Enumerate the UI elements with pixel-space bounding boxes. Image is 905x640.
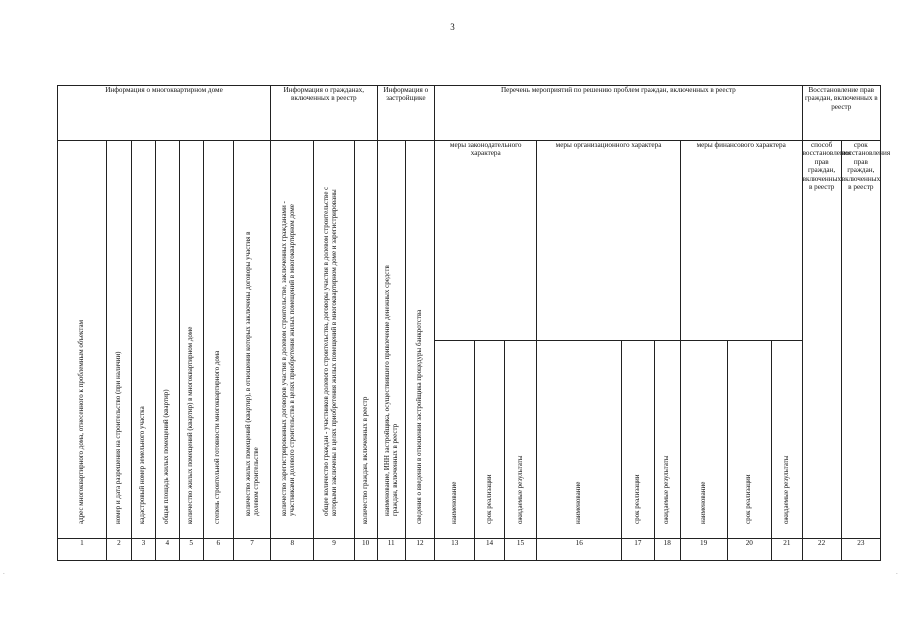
col-header-2: номер и дата разрешения на строительство (при наличии) xyxy=(106,141,131,539)
col-header-10: количество граждан, включенных в реестр xyxy=(354,141,377,539)
group-restoration: Восстановление прав граждан, включенных в реестр xyxy=(802,86,880,141)
col-number-1: 1 xyxy=(58,539,107,561)
col-header-3: кадастровый номер земельного участка xyxy=(131,141,155,539)
subgroup-legislative: меры законодательного характера xyxy=(435,141,537,341)
col-header-13: наименование xyxy=(435,341,475,539)
group-measures: Перечень мероприятий по решению проблем граждан, включенных в реестр xyxy=(435,86,802,141)
col-number-22: 22 xyxy=(802,539,841,561)
col-number-15: 15 xyxy=(504,539,537,561)
col-number-20: 20 xyxy=(727,539,772,561)
registry-form-table xyxy=(57,85,891,561)
col-number-13: 13 xyxy=(435,539,475,561)
group-developer-info: Информация о застройщике xyxy=(377,86,435,141)
col-number-4: 4 xyxy=(155,539,179,561)
col-header-1: адрес многоквартирного дома, отнесенного к проблемным объектам xyxy=(58,141,107,539)
col-header-20: срок реализации xyxy=(727,341,772,539)
col-header-17: срок реализации xyxy=(622,341,655,539)
col-number-11: 11 xyxy=(377,539,405,561)
col-header-16: наименование xyxy=(537,341,622,539)
col-header-6: степень строительной готовности многоквартирного дома xyxy=(203,141,233,539)
col-number-18: 18 xyxy=(654,539,680,561)
margin-mark-left: . xyxy=(3,568,5,576)
col-number-17: 17 xyxy=(622,539,655,561)
group-citizens-info: Информация о гражданах, включенных в реестр xyxy=(271,86,378,141)
col-number-14: 14 xyxy=(475,539,504,561)
group-house-info: Информация о многоквартирном доме xyxy=(58,86,271,141)
subgroup-financial: меры финансового характера xyxy=(680,141,802,341)
col-number-16: 16 xyxy=(537,539,622,561)
col-number-12: 12 xyxy=(405,539,434,561)
col-header-14: срок реализации xyxy=(475,341,504,539)
col-header-9: общее количество граждан - участников долевого строительства, договоры участия в долевом строительстве с которыми заключены в целях приобретения жилых помещений в многоквартирном доме и зарегистрированы xyxy=(314,141,354,539)
col-header-8: количество зарегистрированных договоров участия в долевом строительстве, заключенных гражданами - участниками долевого строительства в целях приобретения жилых помещений в многоквартирном доме xyxy=(271,141,314,539)
col-number-7: 7 xyxy=(234,539,271,561)
col-number-3: 3 xyxy=(131,539,155,561)
col-number-5: 5 xyxy=(179,539,203,561)
col-number-19: 19 xyxy=(680,539,727,561)
col-header-23: срок восстановления прав граждан, включенных в реестр xyxy=(841,141,880,539)
margin-mark-right: . xyxy=(896,568,898,576)
col-header-21: ожидаемые результаты xyxy=(772,341,802,539)
col-header-4: общая площадь жилых помещений (квартир) xyxy=(155,141,179,539)
col-header-15: ожидаемые результаты xyxy=(504,341,537,539)
col-number-8: 8 xyxy=(271,539,314,561)
col-number-21: 21 xyxy=(772,539,802,561)
col-header-7: количество жилых помещений (квартир), в отношении которых заключены договоры участия в долевом строительстве xyxy=(234,141,271,539)
col-header-12: сведения о введении в отношении застройщика процедуры банкротства xyxy=(405,141,434,539)
col-number-10: 10 xyxy=(354,539,377,561)
col-header-22: способ восстановления прав граждан, включенных в реестр xyxy=(802,141,841,539)
col-header-19: наименование xyxy=(680,341,727,539)
col-header-18: ожидаемые результаты xyxy=(654,341,680,539)
page-number: 3 xyxy=(450,22,455,32)
col-number-6: 6 xyxy=(203,539,233,561)
header-row-subgroups xyxy=(58,141,881,341)
col-header-11: наименование, ИНН застройщика, осуществившего привлечение денежных средств граждан, включенных в реестр xyxy=(377,141,405,539)
column-number-row xyxy=(58,539,881,561)
header-row-groups xyxy=(58,86,881,141)
col-number-2: 2 xyxy=(106,539,131,561)
subgroup-organizational: меры организационного характера xyxy=(537,141,680,341)
col-number-23: 23 xyxy=(841,539,880,561)
col-number-9: 9 xyxy=(314,539,354,561)
col-header-5: количество жилых помещений (квартир) в многоквартирном доме xyxy=(179,141,203,539)
